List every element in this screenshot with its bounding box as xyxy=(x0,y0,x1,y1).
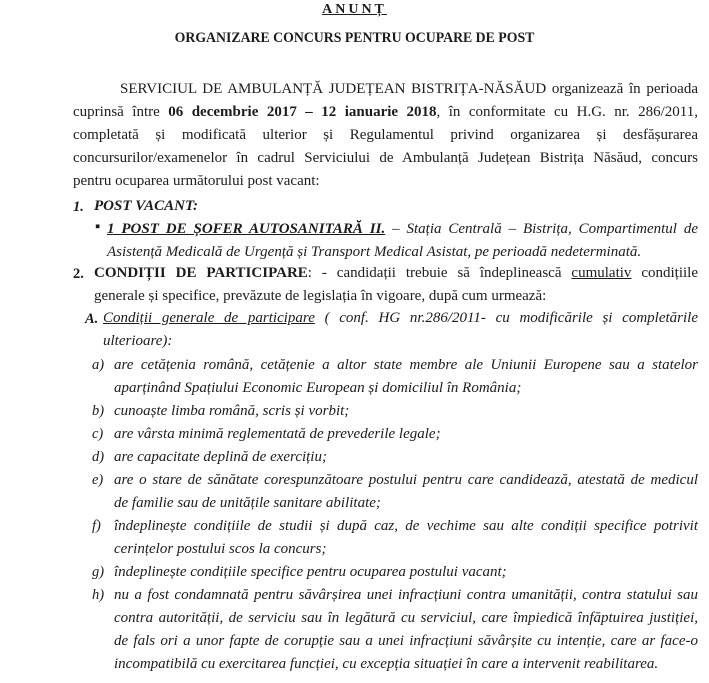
list-item: aparținând Spațiului Economic European și domiciliul în România; xyxy=(114,380,522,396)
cumulative-emphasis: cumulativ xyxy=(571,265,632,281)
list-item: are vârsta minimă reglementată de prevederile legale; xyxy=(114,426,441,442)
list-item: îndeplinește condițiile specifice pentru ocuparea postului vacant; xyxy=(114,564,507,580)
list-item: contra autorității, de serviciu sau în legătură cu serviciul, care împiedică înfăptuirea justiției, xyxy=(114,610,698,626)
conditions-intro-line-2: generale și specifice, prevăzute de legislația în vigoare, după cum urmează: xyxy=(94,288,547,304)
section-number: 2. xyxy=(73,266,84,282)
list-item: de fals ori a unor fapte de corupție sau a unei infracțiuni săvârșite cu intenție, care ar face-o xyxy=(114,633,698,649)
section-heading: POST VACANT: xyxy=(94,198,199,214)
intro-text: organizează în perioada xyxy=(546,81,698,97)
item-letter: a) xyxy=(92,357,105,373)
subsection-heading: Condiții generale de participare xyxy=(103,310,315,326)
item-letter: e) xyxy=(92,472,104,488)
intro-text: , în conformitate cu H.G. nr. 286/2011, xyxy=(436,104,698,120)
list-item: incompatibilă cu exercitarea funcției, cu excepția situației în care a intervenit reabilitarea. xyxy=(114,656,659,672)
item-letter: h) xyxy=(92,587,105,603)
intro-line-4: concursurilor/examenelor în cadrul Serviciului de Ambulanță Județean Bistrița Năsăud, concurs xyxy=(73,150,698,166)
list-item: cerințelor postului scos la concurs; xyxy=(114,541,327,557)
post-line-1 xyxy=(107,221,698,238)
post-title: 1 POST DE ȘOFER AUTOSANITARĂ II. xyxy=(107,221,386,237)
list-item: nu a fost condamnată pentru săvârșirea unei infracțiuni contra umanității, contra statului sau xyxy=(114,587,698,603)
item-letter: g) xyxy=(92,564,105,580)
list-item: are cetățenia română, cetățenie a altor state membre ale Uniunii Europene sau a statelor xyxy=(114,357,698,373)
section-number: 1. xyxy=(73,199,84,215)
list-item: cunoaște limba română, scris și vorbit; xyxy=(114,403,350,419)
intro-line-3: completată și modificată ulterior și Regulamentul privind organizarea și desfășurarea xyxy=(73,127,698,143)
list-item: de familie sau de unitățile sanitare abilitate; xyxy=(114,495,381,511)
list-item: îndeplinește condițiile de studii și după caz, de vechime sau alte condiții specifice potrivit xyxy=(114,518,698,534)
subsection-a-line-1 xyxy=(103,310,698,327)
contest-period: 06 decembrie 2017 – 12 ianuarie 2018 xyxy=(168,104,437,120)
organization-name: SERVICIUL DE AMBULANȚĂ JUDEȚEAN BISTRIȚA-NĂSĂUD xyxy=(120,81,547,97)
item-letter: d) xyxy=(92,449,105,465)
subsection-letter: A. xyxy=(85,311,99,327)
item-letter: b) xyxy=(92,403,105,419)
intro-line-1 xyxy=(120,81,698,98)
conditions-intro-line-1 xyxy=(94,265,698,282)
list-item: are o stare de sănătate corespunzătoare postului pentru care candidează, atestată de medicul xyxy=(114,472,698,488)
post-line-2: Asistență Medicală de Urgență și Transport Medical Asistat, pe perioadă nedeterminată. xyxy=(107,244,642,260)
subsection-a-line-2: ulterioare): xyxy=(103,333,173,349)
intro-line-5: pentru ocuparea următorului post vacant: xyxy=(73,173,320,189)
list-item: are capacitate deplină de exercițiu; xyxy=(114,449,327,465)
document-title: ANUNȚ xyxy=(322,2,387,17)
post-location: – Stația Centrală – Bistrița, Compartimentul de xyxy=(385,221,698,237)
section-heading: CONDIȚII DE PARTICIPARE xyxy=(94,265,308,281)
item-letter: c) xyxy=(92,426,104,442)
item-letter: f) xyxy=(92,518,101,534)
conditions-text: : - candidații trebuie să îndeplinească xyxy=(307,265,572,281)
intro-line-2 xyxy=(73,104,698,121)
bullet-icon: ▪ xyxy=(95,219,101,235)
legal-reference: ( conf. HG nr.286/2011- cu modificările și completările xyxy=(314,310,698,326)
document-subtitle: ORGANIZARE CONCURS PENTRU OCUPARE DE POST xyxy=(174,30,535,46)
intro-text: cuprinsă între xyxy=(73,104,169,120)
conditions-text: condițiile xyxy=(631,265,698,281)
